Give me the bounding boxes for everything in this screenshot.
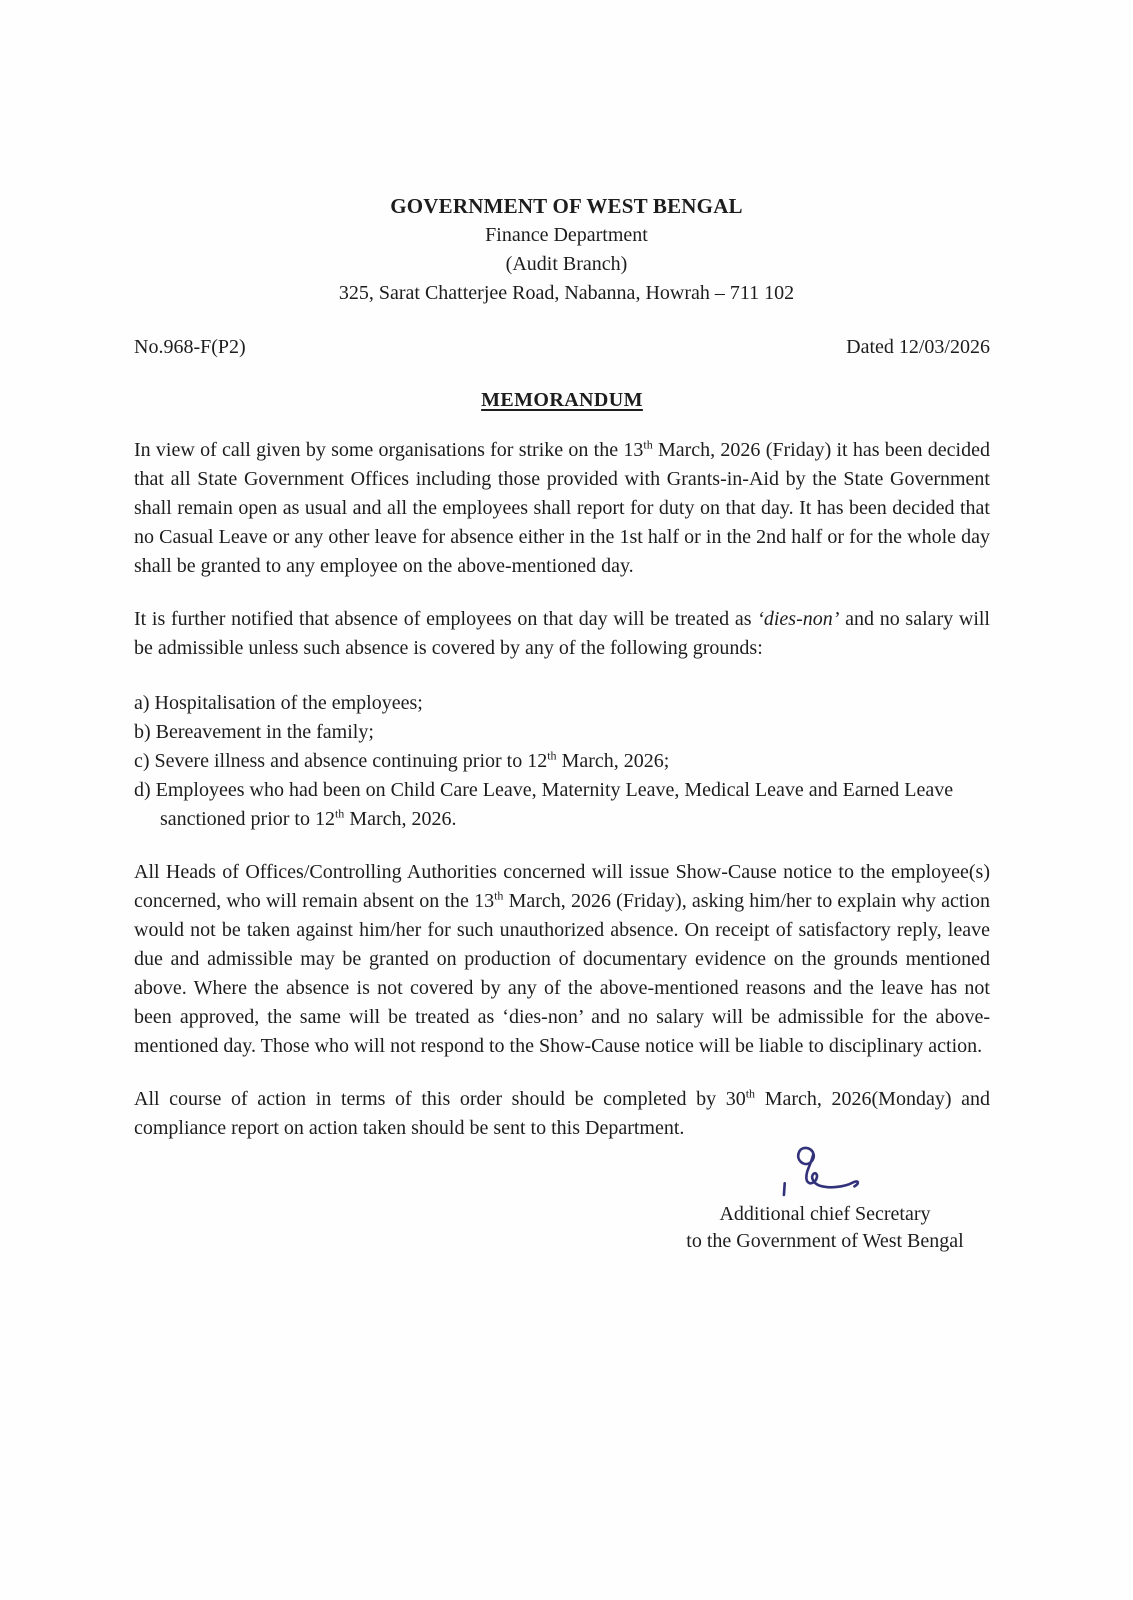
list-item-a: a) Hospitalisation of the employees; xyxy=(134,692,423,714)
signature-tick-stroke xyxy=(784,1183,785,1195)
reference-row xyxy=(134,336,990,359)
signature-icon xyxy=(773,1143,877,1205)
paragraph-dies-non-notice: It is further notified that absence of employees on that day will be treated as ‘dies-non’ and no salary will be admissible unless such absence is covered by any of the following grounds: xyxy=(134,608,990,659)
branch-name: (Audit Branch) xyxy=(505,253,628,275)
memo-content xyxy=(0,336,1133,1255)
list-item-d: d) Employees who had been on Child Care Leave, Maternity Leave, Medical Leave and Earned Leave sanctioned prior to 12th March, 2026. xyxy=(134,779,954,830)
office-address: 325, Sarat Chatterjee Road, Nabanna, Howrah – 711 102 xyxy=(338,282,795,304)
list-item-c: c) Severe illness and absence continuing prior to 12th March, 2026; xyxy=(134,748,670,772)
paragraph-show-cause: All Heads of Offices/Controlling Authorities concerned will issue Show-Cause notice to the employee(s) concerned, who will remain absent on the 13th March, 2026 (Friday), asking him/her to explain why action would not be taken against him/her for such unauthorized absence. On receipt of satisfactory reply, leave due and admissible may be granted on production of documentary evidence on the grounds mentioned above. Where the absence is not covered by any of the above-mentioned reasons and the leave has not been approved, the same will be treated as ‘dies-non’ and no salary will be admissible for the above-mentioned day. Those who will not respond to the Show-Cause notice will be liable to disciplinary action. xyxy=(134,861,990,1057)
signatory-designation: Additional chief Secretary xyxy=(719,1203,931,1225)
signatory-organisation: to the Government of West Bengal xyxy=(686,1230,964,1252)
signature-block xyxy=(660,1143,990,1255)
paragraph-deadline: All course of action in terms of this order should be completed by 30th March, 2026(Monday) and compliance report on action taken should be sent to this Department. xyxy=(134,1086,991,1139)
letterhead xyxy=(0,192,1133,308)
list-item-b: b) Bereavement in the family; xyxy=(134,721,374,743)
government-name: GOVERNMENT OF WEST BENGAL xyxy=(390,194,743,218)
memo-number: No.968-F(P2) xyxy=(134,336,246,358)
memo-title: MEMORANDUM xyxy=(481,389,643,411)
grounds-list xyxy=(134,689,990,834)
department-name: Finance Department xyxy=(485,224,648,246)
signature-stroke xyxy=(798,1148,858,1187)
paragraph-strike-notice: In view of call given by some organisations for strike on the 13th March, 2026 (Friday) it has been decided that all State Government Offices including those provided with Grants-in-Aid by the State Government shall remain open as usual and all the employees shall report for duty on that day. It has been decided that no Casual Leave or any other leave for absence either in the 1st half or in the 2nd half or for the whole day shall be granted to any employee on the above-mentioned day. xyxy=(134,437,990,577)
memo-date: Dated 12/03/2026 xyxy=(846,336,990,358)
